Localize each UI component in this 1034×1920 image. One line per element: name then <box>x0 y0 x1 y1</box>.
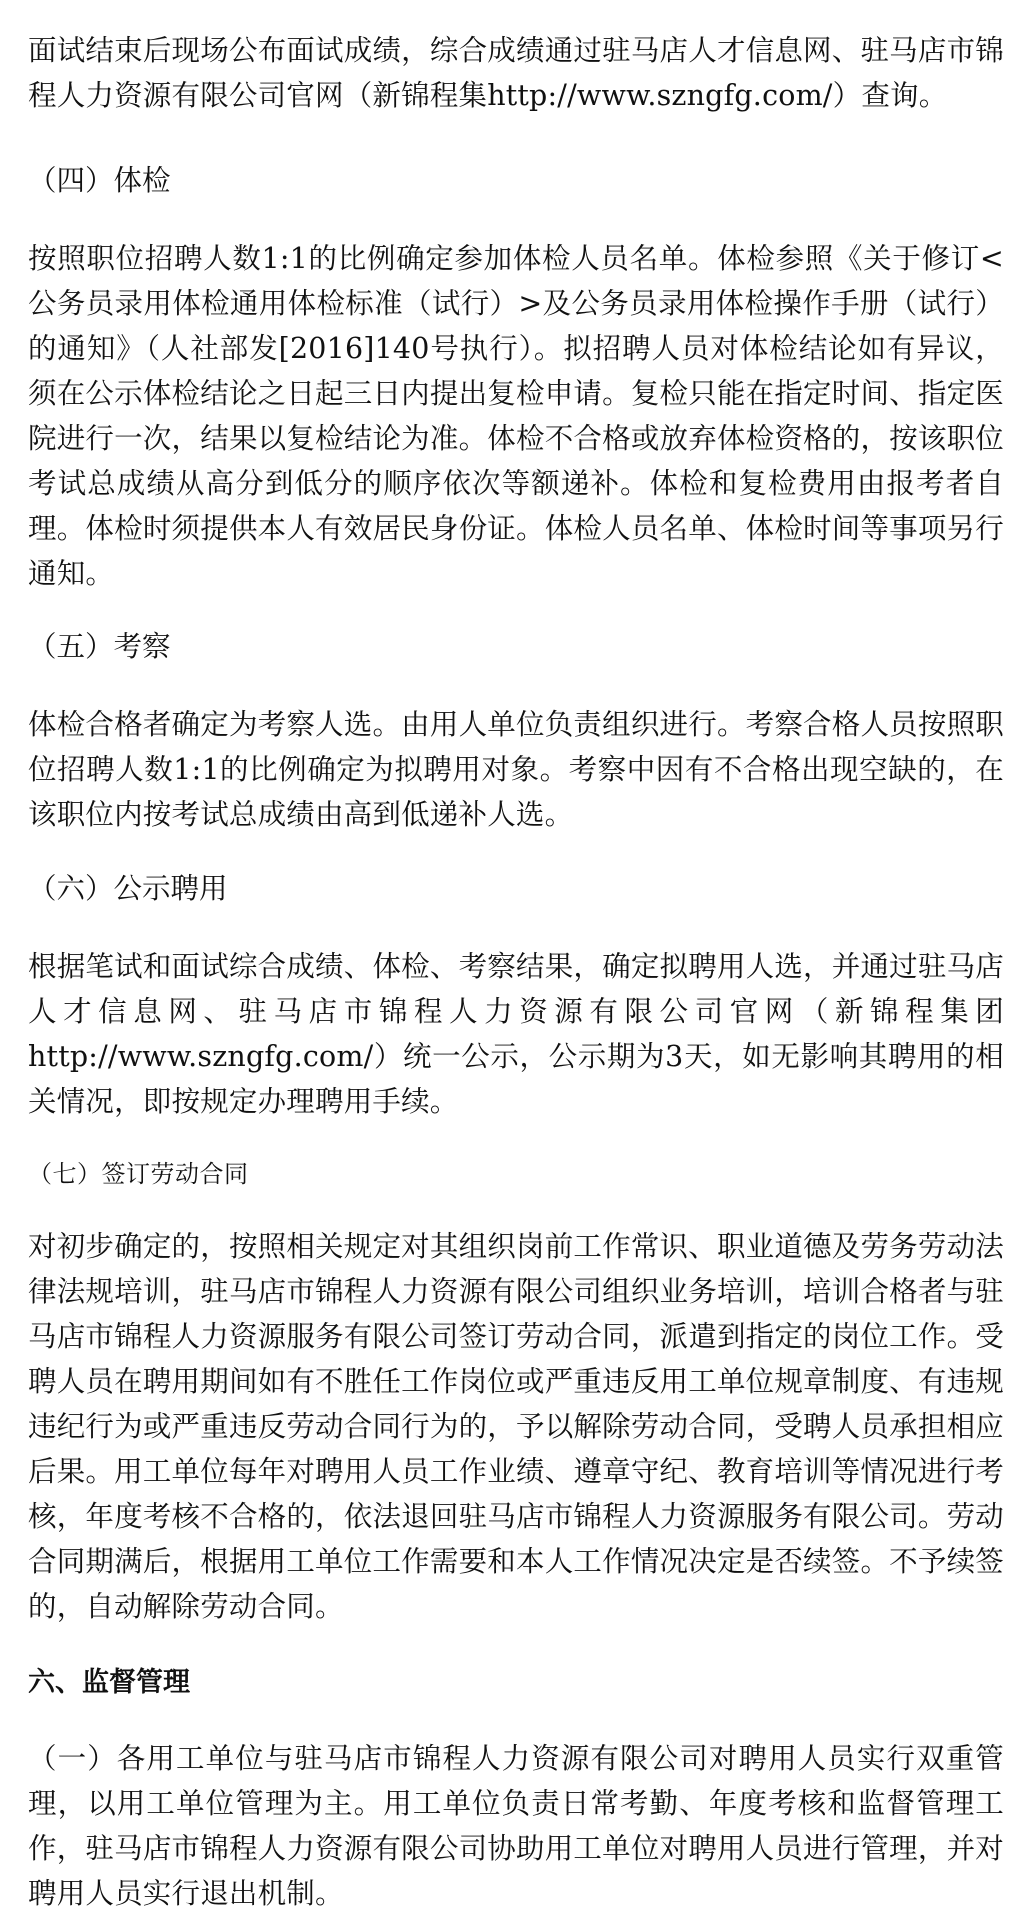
section-heading-physical-exam: （四）体检 <box>28 164 171 197</box>
section-heading-inspection: （五）考察 <box>28 630 171 663</box>
section-heading-supervision: 六、监督管理 <box>28 1667 190 1698</box>
paragraph-physical-exam: 按照职位招聘人数1:1的比例确定参加体检人员名单。体检参照《关于修订<公务员录用体检通用体检标准（试行）>及公务员录用体检操作手册（试行）的通知》（人社部发[2016]140号执行）。拟招聘人员对体检结论如有异议，须在公示体检结论之日起三日内提出复检申请。复检只能在指定时间、指定医院进行一次，结果以复检结论为准。体检不合格或放弃体检资格的，按该职位考试总成绩从高分到低分的顺序依次等额递补。体检和复检费用由报考者自理。体检时须提供本人有效居民身份证。体检人员名单、体检时间等事项另行通知。 <box>28 242 1004 590</box>
paragraph-publicity: 根据笔试和面试综合成绩、体检、考察结果，确定拟聘用人选，并通过驻马店人才信息网、驻马店市锦程人力资源有限公司官网（新锦程集团http://www.szngfg.com/）统一公示，公示期为3天，如无影响其聘用的相关情况，即按规定办理聘用手续。 <box>28 950 1004 1118</box>
section-heading-publicity: （六）公示聘用 <box>28 872 228 905</box>
paragraph-inspection: 体检合格者确定为考察人选。由用人单位负责组织进行。考察合格人员按照职位招聘人数1:1的比例确定为拟聘用对象。考察中因有不合格出现空缺的，在该职位内按考试总成绩由高到低递补人选。 <box>28 708 1004 831</box>
paragraph-interview-results: 面试结束后现场公布面试成绩，综合成绩通过驻马店人才信息网、驻马店市锦程人力资源有限公司官网（新锦程集http://www.szngfg.com/）查询。 <box>28 34 1004 112</box>
paragraph-supervision-1: （一）各用工单位与驻马店市锦程人力资源有限公司对聘用人员实行双重管理，以用工单位管理为主。用工单位负责日常考勤、年度考核和监督管理工作，驻马店市锦程人力资源有限公司协助用工单位对聘用人员进行管理，并对聘用人员实行退出机制。 <box>28 1742 1004 1910</box>
paragraph-labor-contract: 对初步确定的，按照相关规定对其组织岗前工作常识、职业道德及劳务劳动法律法规培训，驻马店市锦程人力资源有限公司组织业务培训，培训合格者与驻马店市锦程人力资源服务有限公司签订劳动合同，派遣到指定的岗位工作。受聘人员在聘用期间如有不胜任工作岗位或严重违反用工单位规章制度、有违规违纪行为或严重违反劳动合同行为的，予以解除劳动合同，受聘人员承担相应后果。用工单位每年对聘用人员工作业绩、遵章守纪、教育培训等情况进行考核，年度考核不合格的，依法退回驻马店市锦程人力资源服务有限公司。劳动合同期满后，根据用工单位工作需要和本人工作情况决定是否续签。不予续签的，自动解除劳动合同。 <box>28 1230 1004 1623</box>
section-heading-labor-contract: （七）签订劳动合同 <box>28 1160 249 1188</box>
